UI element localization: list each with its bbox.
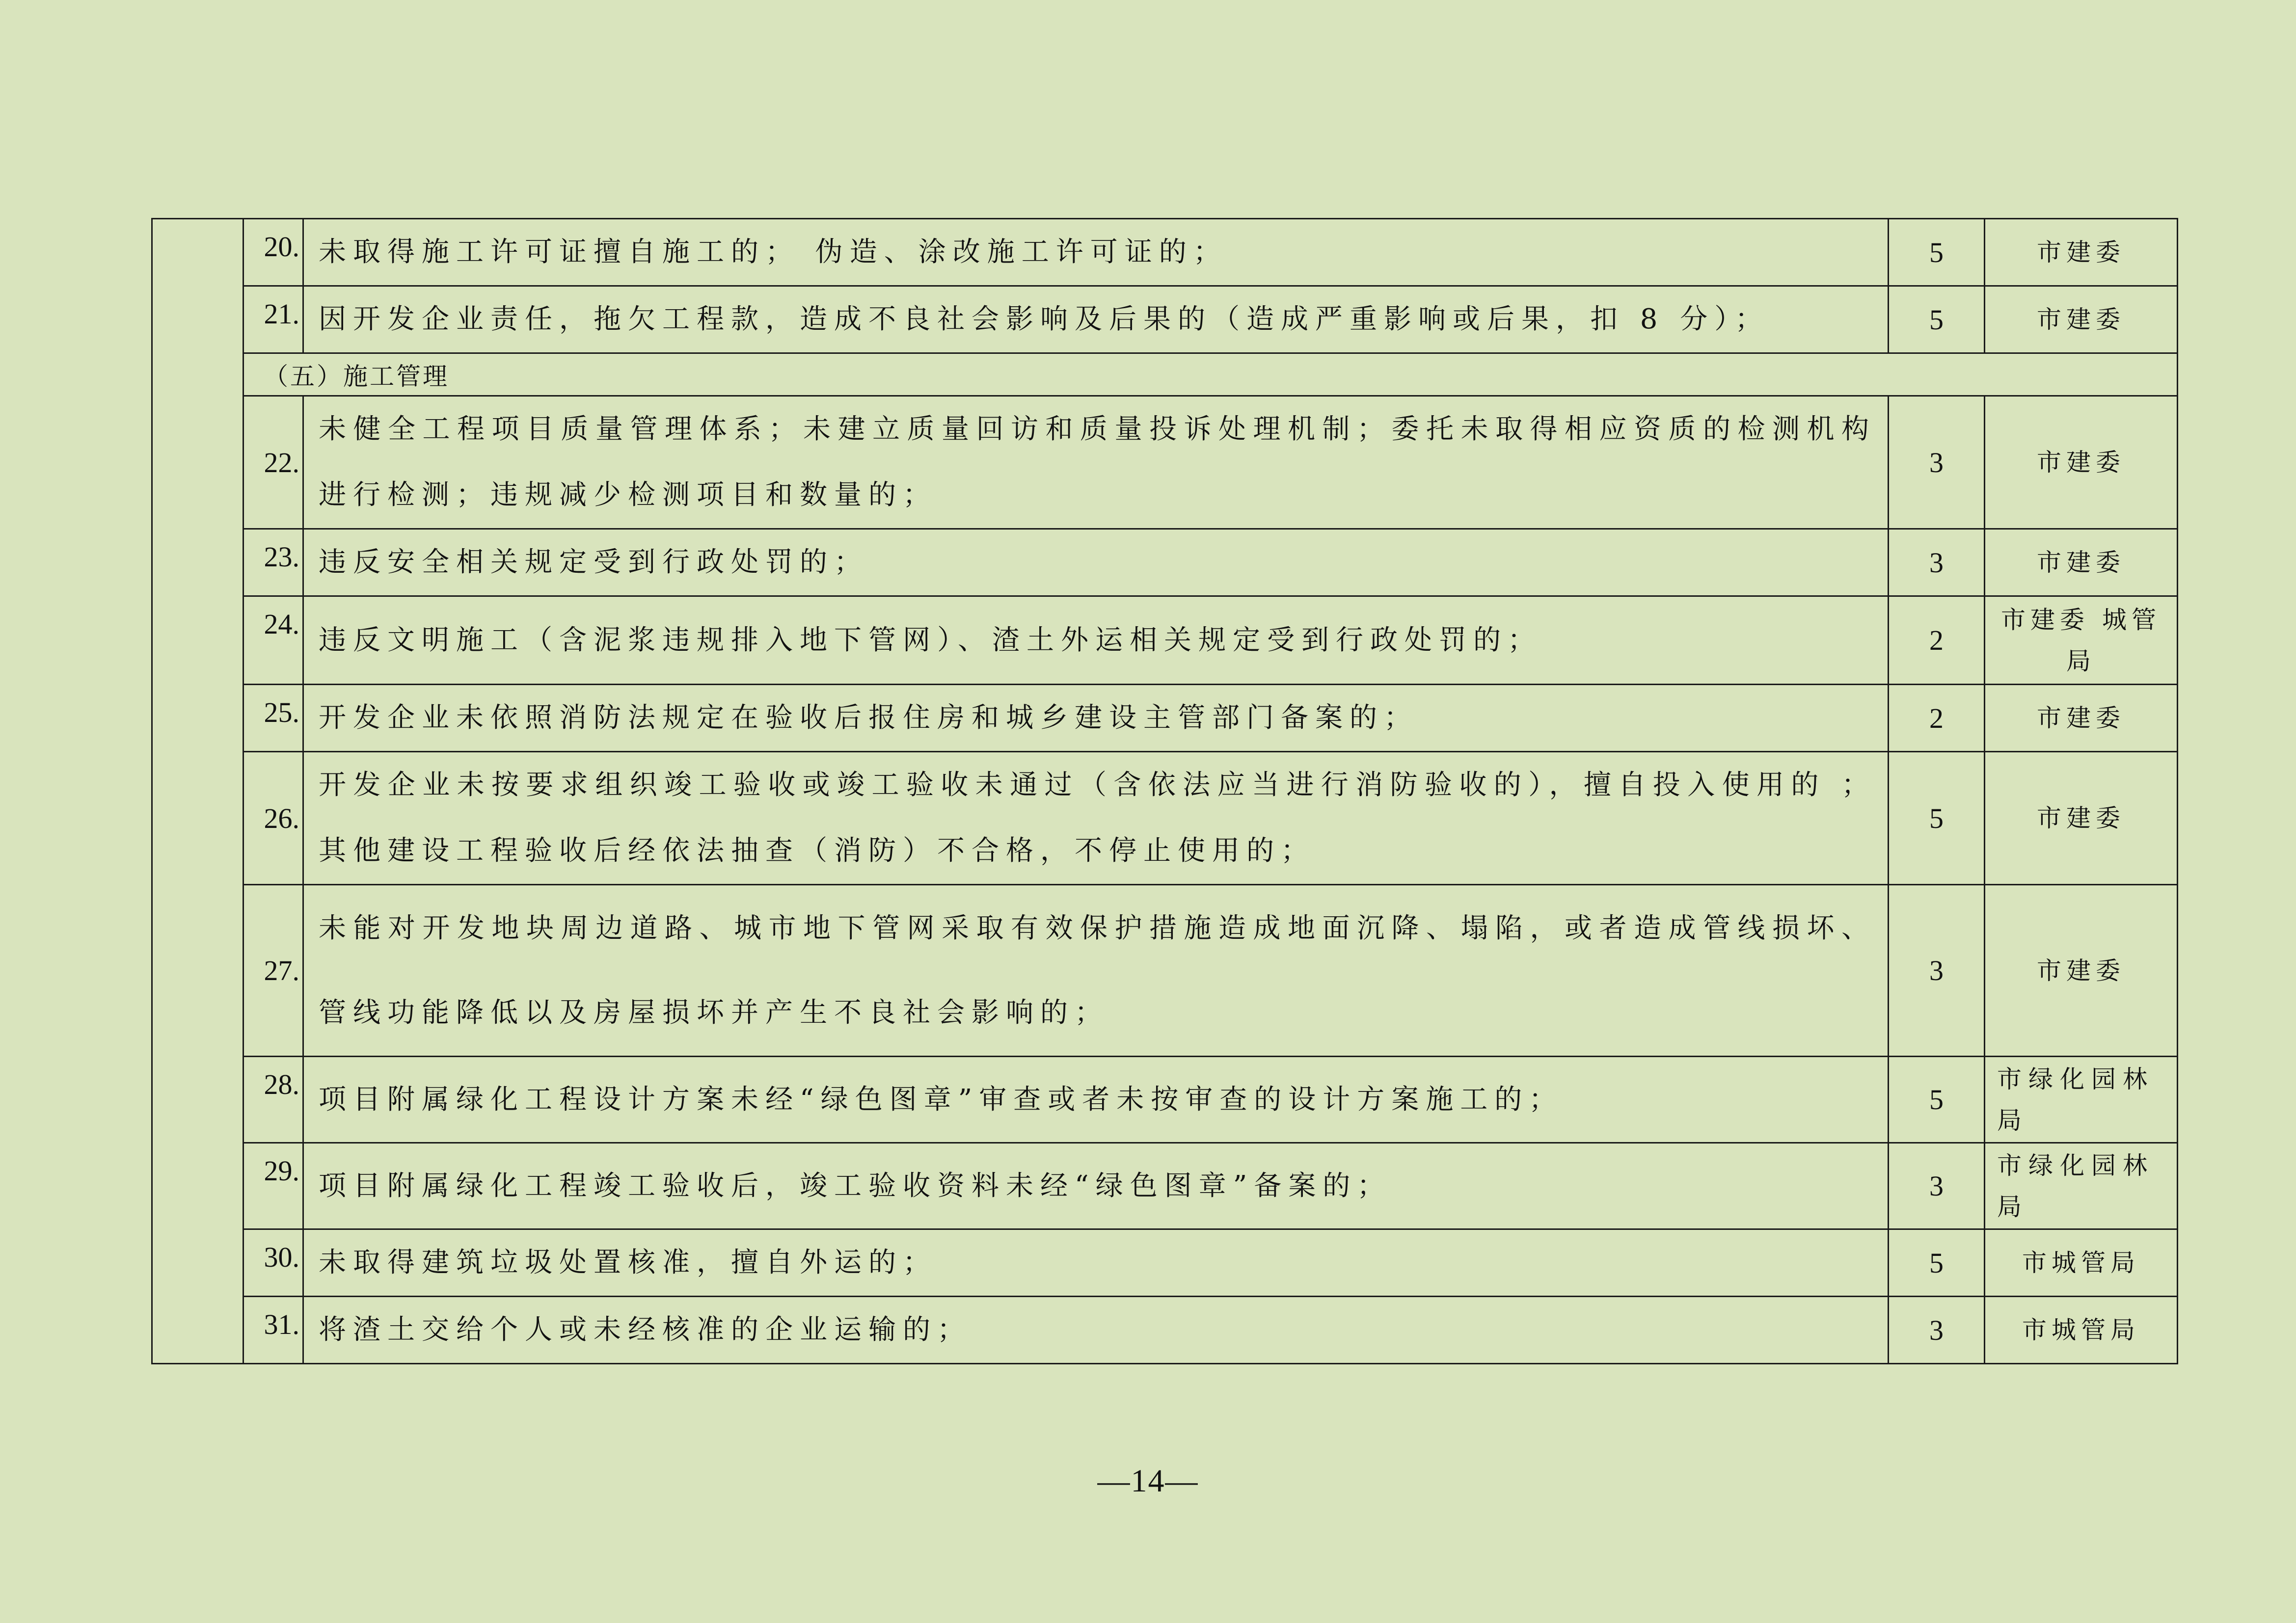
row-dept: 市绿化园林局 bbox=[1985, 1143, 2178, 1229]
table-row bbox=[152, 885, 2178, 1057]
table-row bbox=[152, 1057, 2178, 1143]
category-cell bbox=[152, 219, 243, 1364]
row-dept: 市建委 bbox=[1985, 529, 2178, 596]
row-text: 未取得建筑垃圾处置核准，擅自外运的； bbox=[303, 1229, 1889, 1297]
row-score: 3 bbox=[1889, 1297, 1985, 1364]
row-score: 3 bbox=[1889, 1143, 1985, 1229]
row-dept: 市绿化园林局 bbox=[1985, 1057, 2178, 1143]
row-number: 29. bbox=[243, 1143, 303, 1229]
row-dept: 市城管局 bbox=[1985, 1229, 2178, 1297]
row-dept: 市建委 bbox=[1985, 286, 2178, 353]
row-number: 22. bbox=[243, 396, 303, 529]
table-row bbox=[152, 286, 2178, 353]
row-text: 未取得施工许可证擅自施工的； 伪造、涂改施工许可证的； bbox=[303, 219, 1889, 286]
row-dept: 市建委 bbox=[1985, 396, 2178, 529]
row-dept: 市建委 bbox=[1985, 885, 2178, 1057]
row-number: 21. bbox=[243, 286, 303, 353]
row-dept: 市建委 城管局 bbox=[1985, 596, 2178, 685]
row-dept: 市城管局 bbox=[1985, 1297, 2178, 1364]
table-row bbox=[152, 685, 2178, 752]
row-number: 24. bbox=[243, 596, 303, 685]
penalty-table bbox=[151, 218, 2178, 1364]
row-text: 项目附属绿化工程设计方案未经“绿色图章”审查或者未按审查的设计方案施工的； bbox=[303, 1057, 1889, 1143]
table-row bbox=[152, 596, 2178, 685]
row-score: 3 bbox=[1889, 885, 1985, 1057]
row-number: 27. bbox=[243, 885, 303, 1057]
row-text: 违反安全相关规定受到行政处罚的； bbox=[303, 529, 1889, 596]
row-text: 项目附属绿化工程竣工验收后，竣工验收资料未经“绿色图章”备案的； bbox=[303, 1143, 1889, 1229]
row-dept: 市建委 bbox=[1985, 685, 2178, 752]
row-score: 5 bbox=[1889, 286, 1985, 353]
row-text: 违反文明施工（含泥浆违规排入地下管网）、渣土外运相关规定受到行政处罚的； bbox=[303, 596, 1889, 685]
row-number: 20. bbox=[243, 219, 303, 286]
row-score: 3 bbox=[1889, 529, 1985, 596]
row-score: 5 bbox=[1889, 219, 1985, 286]
row-dept: 市建委 bbox=[1985, 219, 2178, 286]
row-score: 5 bbox=[1889, 752, 1985, 885]
row-score: 5 bbox=[1889, 1229, 1985, 1297]
page-number: —14— bbox=[1097, 1463, 1199, 1499]
row-number: 28. bbox=[243, 1057, 303, 1143]
table-row bbox=[152, 1229, 2178, 1297]
row-score: 3 bbox=[1889, 396, 1985, 529]
section-row bbox=[152, 353, 2178, 396]
row-number: 30. bbox=[243, 1229, 303, 1297]
row-text: 开发企业未依照消防法规定在验收后报住房和城乡建设主管部门备案的； bbox=[303, 685, 1889, 752]
table-row bbox=[152, 1143, 2178, 1229]
row-score: 2 bbox=[1889, 596, 1985, 685]
table-row bbox=[152, 752, 2178, 885]
row-score: 5 bbox=[1889, 1057, 1985, 1143]
row-number: 31. bbox=[243, 1297, 303, 1364]
row-text: 未能对开发地块周边道路、城市地下管网采取有效保护措施造成地面沉降、塌陷，或者造成管线损坏、管线功能降低以及房屋损坏并产生不良社会影响的； bbox=[303, 885, 1889, 1057]
row-score: 2 bbox=[1889, 685, 1985, 752]
table-row bbox=[152, 396, 2178, 529]
section-title: （五）施工管理 bbox=[243, 353, 2178, 396]
row-text: 因开发企业责任，拖欠工程款，造成不良社会影响及后果的（造成严重影响或后果，扣 8 分）； bbox=[303, 286, 1889, 353]
table-row bbox=[152, 1297, 2178, 1364]
row-dept: 市建委 bbox=[1985, 752, 2178, 885]
table-row bbox=[152, 529, 2178, 596]
row-number: 25. bbox=[243, 685, 303, 752]
row-text: 未健全工程项目质量管理体系；未建立质量回访和质量投诉处理机制；委托未取得相应资质的检测机构进行检测；违规减少检测项目和数量的； bbox=[303, 396, 1889, 529]
row-text: 开发企业未按要求组织竣工验收或竣工验收未通过（含依法应当进行消防验收的），擅自投入使用的 ；其他建设工程验收后经依法抽查（消防）不合格，不停止使用的； bbox=[303, 752, 1889, 885]
row-number: 26. bbox=[243, 752, 303, 885]
row-text: 将渣土交给个人或未经核准的企业运输的； bbox=[303, 1297, 1889, 1364]
row-number: 23. bbox=[243, 529, 303, 596]
table-row bbox=[152, 219, 2178, 286]
